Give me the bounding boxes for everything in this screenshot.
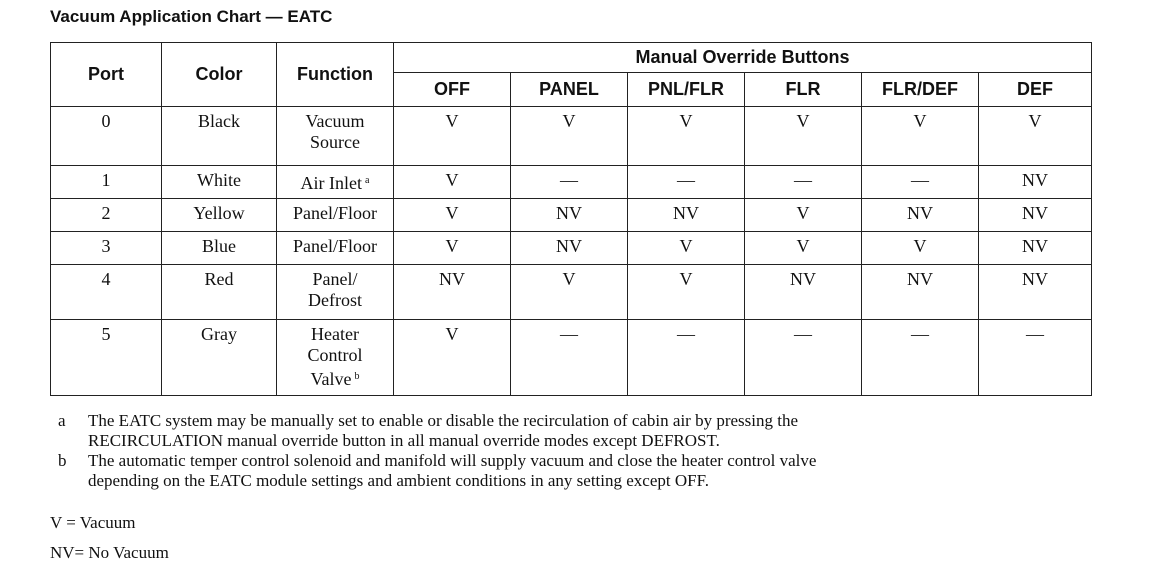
function-line	[277, 203, 393, 224]
cell-vacuum-state: V	[394, 199, 511, 232]
table-row	[51, 199, 1092, 232]
legend-no-vacuum: NV= No Vacuum	[50, 543, 169, 562]
cell-vacuum-state: —	[862, 320, 979, 396]
footnote-text-line: The automatic temper control solenoid and manifold will supply vacuum and close the heater control valve	[88, 451, 817, 470]
header-panel: PANEL	[511, 73, 628, 107]
header-port: Port	[51, 43, 162, 107]
cell-vacuum-state: V	[511, 265, 628, 320]
header-flr: FLR	[745, 73, 862, 107]
function-line	[277, 111, 393, 132]
footnote-ref: b	[354, 371, 360, 382]
cell-port: 1	[51, 166, 162, 199]
cell-color: Black	[162, 107, 277, 166]
cell-vacuum-state: —	[511, 320, 628, 396]
cell-vacuum-state: NV	[979, 199, 1092, 232]
cell-vacuum-state: —	[745, 166, 862, 199]
cell-vacuum-state: V	[394, 232, 511, 265]
cell-vacuum-state: —	[628, 320, 745, 396]
cell-vacuum-state: NV	[511, 199, 628, 232]
function-text: Panel/	[312, 269, 358, 289]
cell-vacuum-state: V	[745, 232, 862, 265]
header-function: Function	[277, 43, 394, 107]
cell-vacuum-state: NV	[862, 199, 979, 232]
header-color: Color	[162, 43, 277, 107]
cell-port: 0	[51, 107, 162, 166]
cell-vacuum-state: V	[745, 107, 862, 166]
header-pnl-flr: PNL/FLR	[628, 73, 745, 107]
cell-function	[277, 199, 394, 232]
cell-vacuum-state: V	[511, 107, 628, 166]
cell-port: 5	[51, 320, 162, 396]
cell-vacuum-state: V	[628, 265, 745, 320]
footnote-a	[50, 411, 1050, 451]
footnote-label: b	[58, 451, 67, 470]
footnote-text-line: The EATC system may be manually set to enable or disable the recirculation of cabin air by pressing the	[88, 411, 799, 430]
cell-color: Gray	[162, 320, 277, 396]
footnote-b	[50, 451, 1050, 491]
table-row	[51, 107, 1092, 166]
table-row	[51, 320, 1092, 396]
cell-function	[277, 166, 394, 199]
cell-vacuum-state: NV	[511, 232, 628, 265]
cell-vacuum-state: V	[745, 199, 862, 232]
footnotes	[50, 411, 1050, 491]
cell-function	[277, 265, 394, 320]
function-line	[277, 132, 393, 153]
function-text: Valve	[310, 369, 352, 389]
cell-vacuum-state: NV	[628, 199, 745, 232]
vacuum-application-table	[50, 42, 1092, 396]
function-text: Vacuum	[305, 111, 365, 131]
cell-color: Yellow	[162, 199, 277, 232]
chart-title: Vacuum Application Chart — EATC	[50, 7, 333, 26]
footnote-text-line: RECIRCULATION manual override button in all manual override modes except DEFROST.	[88, 431, 720, 450]
function-text: Control	[307, 345, 363, 365]
cell-vacuum-state: NV	[394, 265, 511, 320]
cell-port: 2	[51, 199, 162, 232]
cell-vacuum-state: —	[628, 166, 745, 199]
cell-vacuum-state: —	[511, 166, 628, 199]
cell-vacuum-state: NV	[745, 265, 862, 320]
footnote-label: a	[58, 411, 66, 430]
header-def: DEF	[979, 73, 1092, 107]
header-flr-def: FLR/DEF	[862, 73, 979, 107]
cell-vacuum-state: —	[862, 166, 979, 199]
function-line	[277, 366, 393, 390]
cell-vacuum-state: NV	[979, 232, 1092, 265]
function-text: Panel/Floor	[293, 203, 377, 223]
table-row	[51, 265, 1092, 320]
function-line	[277, 236, 393, 257]
footnote-ref: a	[365, 175, 370, 186]
cell-vacuum-state: NV	[979, 166, 1092, 199]
header-off: OFF	[394, 73, 511, 107]
function-line	[277, 170, 393, 194]
function-text: Panel/Floor	[293, 236, 377, 256]
cell-port: 4	[51, 265, 162, 320]
cell-color: Blue	[162, 232, 277, 265]
cell-vacuum-state: V	[394, 320, 511, 396]
cell-vacuum-state: V	[394, 107, 511, 166]
cell-vacuum-state: V	[979, 107, 1092, 166]
cell-vacuum-state: V	[628, 107, 745, 166]
cell-vacuum-state: —	[745, 320, 862, 396]
cell-vacuum-state: —	[979, 320, 1092, 396]
header-manual-override-buttons: Manual Override Buttons	[394, 43, 1092, 73]
function-text: Source	[310, 132, 360, 152]
function-line	[277, 345, 393, 366]
cell-port: 3	[51, 232, 162, 265]
cell-vacuum-state: NV	[979, 265, 1092, 320]
function-line	[277, 290, 393, 311]
cell-vacuum-state: V	[628, 232, 745, 265]
function-text: Air Inlet	[300, 173, 363, 193]
function-text: Heater	[311, 324, 359, 344]
function-line	[277, 324, 393, 345]
cell-function	[277, 107, 394, 166]
legend-vacuum: V = Vacuum	[50, 513, 136, 532]
cell-color: Red	[162, 265, 277, 320]
cell-color: White	[162, 166, 277, 199]
cell-function	[277, 232, 394, 265]
cell-vacuum-state: V	[394, 166, 511, 199]
cell-vacuum-state: V	[862, 107, 979, 166]
footnote-text-line: depending on the EATC module settings and ambient conditions in any setting except OFF.	[88, 471, 709, 490]
cell-vacuum-state: V	[862, 232, 979, 265]
cell-vacuum-state: NV	[862, 265, 979, 320]
cell-function	[277, 320, 394, 396]
function-text: Defrost	[308, 290, 362, 310]
table-row	[51, 232, 1092, 265]
table-row	[51, 166, 1092, 199]
function-line	[277, 269, 393, 290]
